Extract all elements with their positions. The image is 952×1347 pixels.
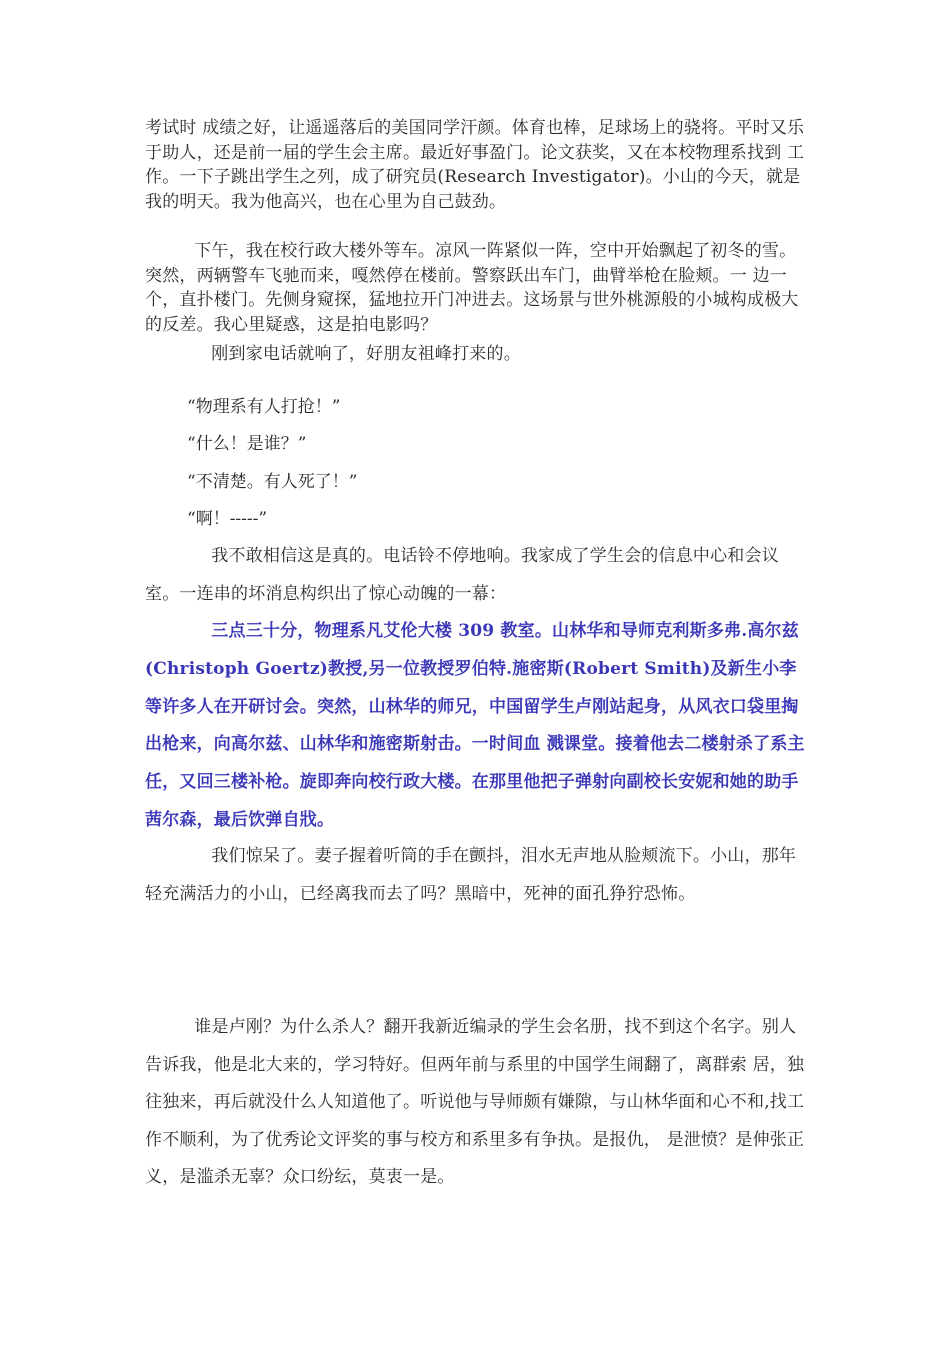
paragraph-shooting-account: 三点三十分，物理系凡艾伦大楼 309 教室。山林华和导师克利斯多弗.高尔兹(Christoph Goertz)教授,另一位教授罗伯特.施密斯(Robert Smith)及新生小李等许多人在开研讨会。突然，山林华的师兄，中国留学生卢刚站起身，从风衣口袋里掏出枪来，向高尔兹、山林华和施密斯射击。一时间血 溅课堂。接着他去二楼射杀了系主任，又回三楼补枪。旋即奔向校行政大楼。在那里他把子弹射向副校长安妮和她的助手茜尔森，最后饮弹自戕。 bbox=[145, 621, 805, 830]
dialogue-line-3: “不清楚。有人死了！” bbox=[187, 472, 358, 492]
dialogue-line-4: “啊！-----” bbox=[187, 509, 268, 529]
paragraph-phone-call: 刚到家电话就响了，好朋友祖峰打来的。 bbox=[211, 344, 521, 364]
paragraph-police-arrive: 下午，我在校行政大楼外等车。凉风一阵紧似一阵，空中开始飘起了初冬的雪。突然，两辆警车飞驰而来，嘎然停在楼前。警察跃出车门，曲臂举枪在脸颊。一 边一个，直扑楼门。先侧身窥探，猛地拉开门冲进去。这场景与世外桃源般的小城构成极大的反差。我心里疑惑，这是拍电影吗？ bbox=[145, 241, 799, 335]
paragraph-shock: 我们惊呆了。妻子握着听筒的手在颤抖，泪水无声地从脸颊流下。小山，那年轻充满活力的小山，已经离我而去了吗？黑暗中，死神的面孔狰狞恐怖。 bbox=[145, 846, 797, 904]
dialogue-line-2: “什么！是谁？” bbox=[187, 434, 307, 454]
paragraph-xiaoshan-achievements: 考试时 成绩之好，让遥遥落后的美国同学汗颜。体育也棒，足球场上的骁将。平时又乐于助人，还是前一届的学生会主席。最近好事盈门。论文获奖，又在本校物理系找到 工作。一下子跳出学生之列，成了研究员(Research Investigator)。小山的今天，就是我的明天。我为他高兴，也在心里为自己鼓劲。 bbox=[145, 118, 805, 212]
paragraph-bad-news: 我不敢相信这是真的。电话铃不停地响。我家成了学生会的信息中心和会议室。一连串的坏消息构织出了惊心动魄的一幕： bbox=[145, 546, 779, 604]
paragraph-who-is-lugang: 谁是卢刚？为什么杀人？翻开我新近编录的学生会名册，找不到这个名字。别人告诉我，他是北大来的，学习特好。但两年前与系里的中国学生闹翻了，离群索 居，独往独来，再后就没什么人知道他了。听说他与导师颇有嫌隙，与山林华面和心不和,找工作不顺利，为了优秀论文评奖的事与校方和系里多有争执。是报仇， 是泄愤？是伸张正义，是滥杀无辜？众口纷纭，莫衷一是。 bbox=[145, 1017, 805, 1187]
dialogue-line-1: “物理系有人打抢！” bbox=[187, 397, 341, 417]
